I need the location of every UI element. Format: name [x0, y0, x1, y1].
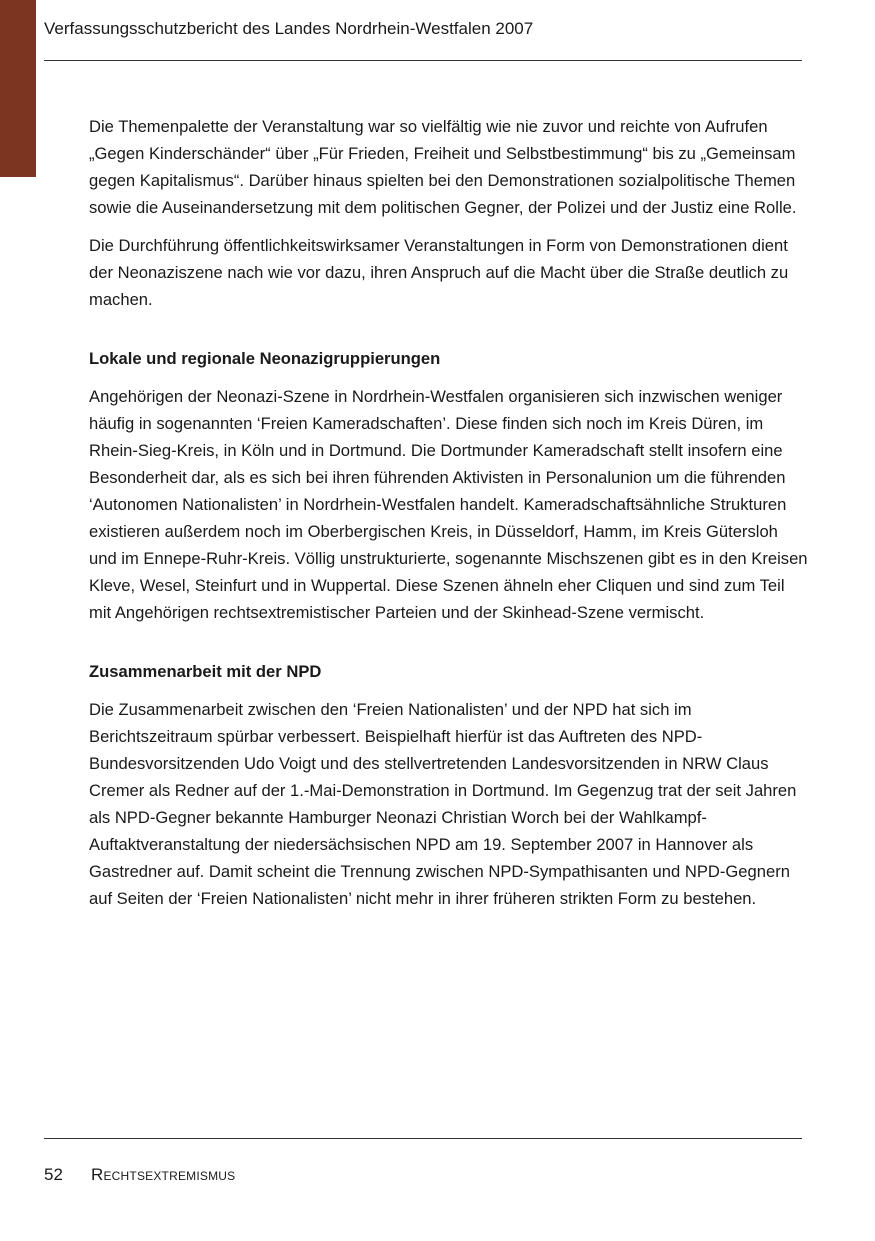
page-number: 52: [44, 1165, 63, 1184]
body-paragraph-4: Die Zusammenarbeit zwischen den ‘Freien Nationalisten’ und der NPD hat sich im Berichtszeitraum spürbar verbessert. Beispielhaft hierfür ist das Auftreten des NPD-Bundesvorsitzenden Udo Voigt und des stellvertretenden Landesvorsitzenden in NRW Claus Cremer als Redner auf der 1.-Mai-Demonstration in Dortmund. Im Gegenzug trat der seit Jahren als NPD-Gegner bekannte Hamburger Neonazi Christian Worch bei der Wahlkampf-Auftaktveranstaltung der niedersächsischen NPD am 19. September 2007 in Hannover als Gastredner auf. Damit scheint die Trennung zwischen NPD-Sympathisanten und NPD-Gegnern auf Seiten der ‘Freien Nationalisten’ nicht mehr in ihrer früheren strikten Form zu bestehen.: [89, 700, 797, 908]
footer-divider: [44, 1138, 802, 1139]
chapter-color-tab: [0, 0, 36, 177]
footer-section-label: Rechtsextremismus: [91, 1165, 236, 1184]
header-divider: [44, 60, 802, 61]
body-paragraph-1: Die Themenpalette der Veranstaltung war so vielfältig wie nie zuvor und reichte von Aufrufen „Gegen Kinderschänder“ über „Für Frieden, Freiheit und Selbstbestimmung“ bis zu „Gemeinsam gegen Kapitalismus“. Darüber hinaus spielten bei den Demonstrationen sozialpolitische Themen sowie die Auseinandersetzung mit dem politischen Gegner, der Polizei und der Justiz eine Rolle.: [89, 117, 797, 217]
body-paragraph-3: Angehörigen der Neonazi-Szene in Nordrhein-Westfalen organisieren sich inzwischen weniger häufig in sogenannten ‘Freien Kameradschaften’. Diese finden sich noch im Kreis Düren, im Rhein-Sieg-Kreis, in Köln und in Dortmund. Die Dortmunder Kameradschaft stellt insofern eine Besonderheit dar, als es sich bei ihren führenden Aktivisten in Personalunion um die führenden ‘Autonomen Nationalisten’ in Nordrhein-Westfalen handelt. Kameradschaftsähnliche Strukturen existieren außerdem noch im Oberbergischen Kreis, in Düsseldorf, Hamm, im Kreis Gütersloh und im Ennepe-Ruhr-Kreis. Völlig unstrukturierte, sogenannte Mischszenen gibt es in den Kreisen Kleve, Wesel, Steinfurt und in Wuppertal. Diese Szenen ähneln eher Cliquen und sind zum Teil mit Angehörigen rechtsextremistischer Parteien und der Skinhead-Szene vermischt.: [89, 387, 808, 622]
section-heading-local-groups: Lokale und regionale Neonazigruppierungen: [89, 349, 441, 368]
running-header-title: Verfassungsschutzbericht des Landes Nordrhein-Westfalen 2007: [44, 19, 534, 38]
section-heading-npd-cooperation: Zusammenarbeit mit der NPD: [89, 662, 322, 681]
body-paragraph-2: Die Durchführung öffentlichkeitswirksamer Veranstaltungen in Form von Demonstrationen dient der Neonaziszene nach wie vor dazu, ihren Anspruch auf die Macht über die Straße deutlich zu machen.: [89, 236, 789, 309]
page-body: [89, 113, 809, 912]
